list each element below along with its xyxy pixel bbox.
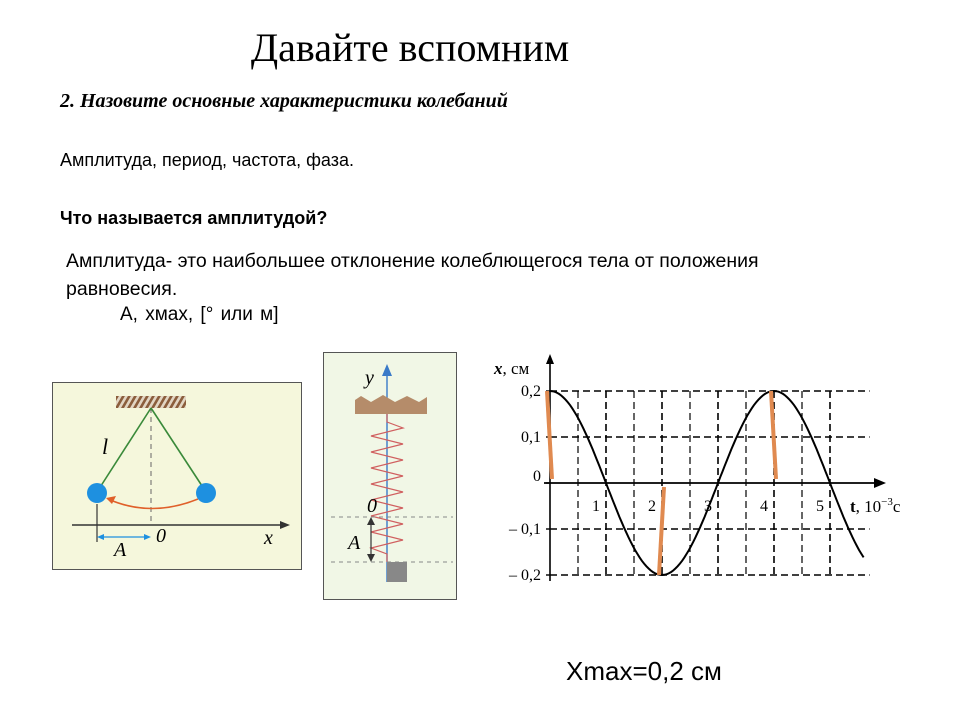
question-characteristics: 2. Назовите основные характеристики колебаний [60, 90, 508, 112]
y-axis-label: y [365, 367, 374, 389]
y-tick-label: – 0,1 [509, 521, 541, 538]
y-axis-label: x, см [494, 359, 530, 378]
y-tick-label: 0,2 [521, 383, 541, 400]
oscillation-chart [488, 350, 948, 590]
y-tick-label: 0,1 [521, 429, 541, 446]
zero-label: 0 [156, 525, 166, 547]
amplitude-definition: Амплитуда- это наибольшее отклонение колеблющегося тела от положения равновесия. [66, 250, 759, 300]
x-axis-label: x [264, 527, 273, 549]
x-tick-label: 5 [816, 498, 824, 515]
amplitude-marker [659, 487, 664, 575]
spring-zero-label: 0 [367, 495, 377, 517]
y-tick-label: 0 [533, 468, 541, 485]
x-tick-label: 3 [704, 498, 712, 515]
pendulum-ball-right [196, 483, 216, 503]
answer-characteristics: Амплитуда, период, частота, фаза. [60, 150, 354, 170]
amplitude-marker [547, 391, 552, 479]
spring-figure [323, 352, 457, 600]
pendulum-ceiling [116, 396, 186, 408]
question-amplitude: Что называется амплитудой? [60, 208, 328, 228]
x-axis-label: t, $10^{-3}с$ [850, 496, 901, 516]
spring-weight [387, 562, 407, 582]
x-tick-label: 1 [592, 498, 600, 515]
pendulum-figure [52, 382, 302, 570]
x-tick-label: 2 [648, 498, 656, 515]
amplitude-label: A [114, 539, 127, 561]
y-axis-arrow [546, 354, 554, 364]
amplitude-notation: A, xмах, [° или м] [120, 304, 279, 325]
pendulum-ball-left [87, 483, 107, 503]
y-tick-label: – 0,2 [509, 567, 541, 584]
page-title: Давайте вспомним [250, 25, 570, 70]
x-tick-label: 4 [760, 498, 768, 515]
length-label: l [102, 434, 109, 459]
spring-amplitude-label: A [348, 532, 361, 554]
amplitude-marker [771, 391, 776, 479]
x-axis-arrow [874, 478, 886, 488]
xmax-result: Xmax=0,2 см [566, 656, 722, 686]
